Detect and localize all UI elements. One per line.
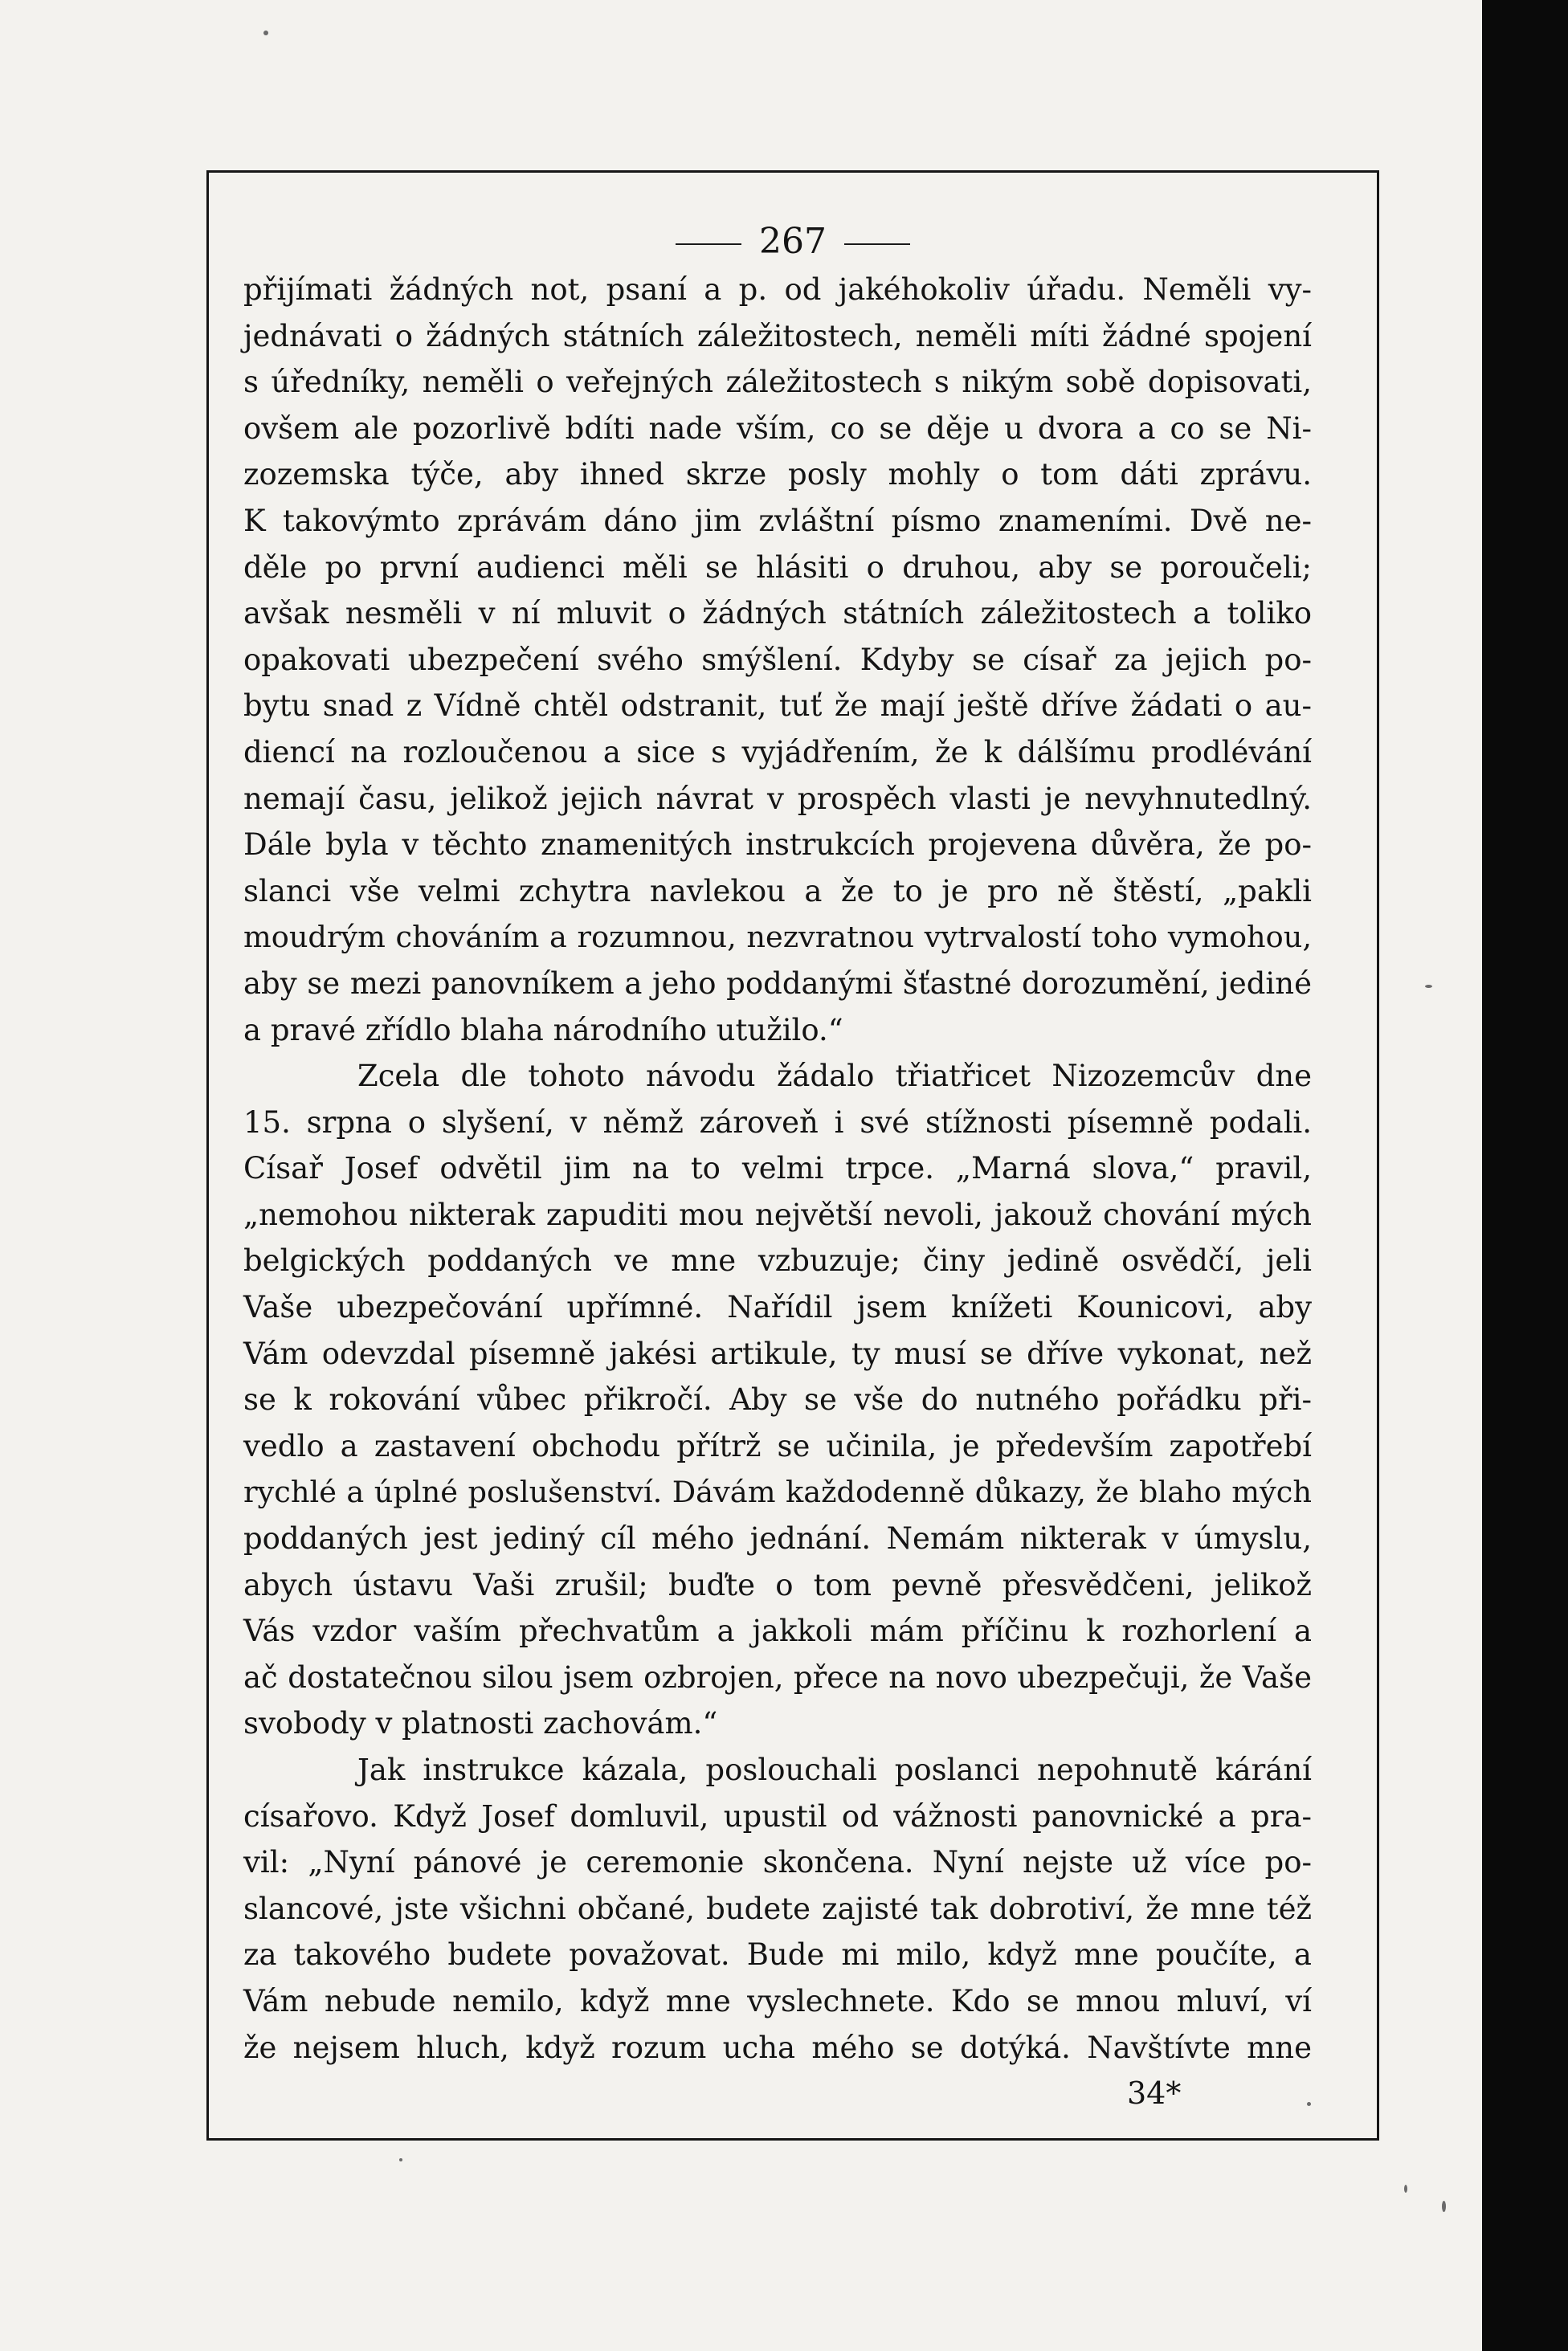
text-line: císařovo. Když Josef domluvil, upustil od vážnosti panovnické a pra-: [243, 1798, 1312, 1834]
paper-speck: [1404, 2185, 1407, 2193]
page-header: [209, 218, 1377, 266]
text-line: 15. srpna o slyšení, v němž zároveň i své stížnosti písemně podali.: [243, 1104, 1312, 1140]
text-line: vedlo a zastavení obchodu přítrž se učinila, je především zapotřebí: [243, 1428, 1312, 1463]
header-dash-right: [844, 243, 910, 245]
text-line: za takového budete považovat. Bude mi milo, když mne poučíte, a: [243, 1937, 1312, 1973]
text-line: rychlé a úplné poslušenství. Dávám každodenně důkazy, že blaho mých: [243, 1475, 1312, 1510]
text-line: opakovati ubezpečení svého smýšlení. Kdyby se císař za jejich po-: [243, 642, 1312, 677]
text-line: a pravé zřídlo blaha národního utužilo.“: [243, 1012, 843, 1047]
paper-speck: [263, 31, 268, 35]
text-line: Jak instrukce kázala, poslouchali poslanci nepohnutě kárání: [357, 1753, 1312, 1787]
text-line: se k rokování vůbec přikročí. Aby se vše do nutného pořádku při-: [243, 1382, 1312, 1418]
paper-speck: [1442, 2201, 1446, 2212]
text-line: slanci vše velmi zchytra navlekou a že to je pro ně štěstí, „pakli: [243, 873, 1312, 908]
text-line: Dále byla v těchto znamenitých instrukcích projevena důvěra, že po-: [243, 827, 1312, 863]
text-line: bytu snad z Vídně chtěl odstranit, tuť že mají ještě dříve žádati o au-: [243, 688, 1312, 724]
text-line: zozemska týče, aby ihned skrze posly mohly o tom dáti zprávu.: [243, 457, 1312, 492]
paper-speck: [1307, 2102, 1311, 2106]
text-line: Vám nebude nemilo, když mne vyslechnete. Kdo se mnou mluví, ví: [243, 1983, 1312, 2018]
text-line: ač dostatečnou silou jsem ozbrojen, přece na novo ubezpečuji, že Vaše: [243, 1659, 1312, 1695]
text-line: svobody v platnosti zachovám.“: [243, 1706, 718, 1741]
text-line: avšak nesměli v ní mluvit o žádných státních záležitostech a toliko: [243, 596, 1312, 631]
text-line: Vaše ubezpečování upřímné. Nařídil jsem knížeti Kounicovi, aby: [243, 1290, 1312, 1325]
text-line: Zcela dle tohoto návodu žádalo třiatřicet Nizozemcův dne: [357, 1059, 1312, 1094]
text-line: slancové, jste všichni občané, budete zajisté tak dobrotiví, že mne též: [243, 1891, 1312, 1926]
text-line: nemají času, jelikož jejich návrat v prospěch vlasti je nevyhnutedlný.: [243, 781, 1312, 816]
text-line: „nemohou nikterak zapuditi mou největší nevoli, jakouž chování mých: [243, 1197, 1312, 1232]
text-line: moudrým chováním a rozumnou, nezvratnou vytrvalostí toho vymohou,: [243, 920, 1312, 955]
text-line: Císař Josef odvětil jim na to velmi trpce. „Marná slova,“ pravil,: [243, 1151, 1312, 1186]
text-line: diencí na rozloučenou a sice s vyjádřením, že k dálšímu prodlévání: [243, 734, 1312, 769]
text-line: jednávati o žádných státních záležitostech, neměli míti žádné spojení: [243, 318, 1312, 353]
text-line: děle po první audienci měli se hlásiti o druhou, aby se poroučeli;: [243, 549, 1312, 585]
paper-speck: [399, 2158, 402, 2161]
signature-mark: 34*: [1127, 2075, 1182, 2112]
text-line: belgických poddaných ve mne vzbuzuje; činy jedině osvědčí, jeli: [243, 1243, 1312, 1279]
paper-speck: [1425, 985, 1432, 988]
header-dash-left: [676, 243, 741, 245]
text-line: přijímati žádných not, psaní a p. od jakéhokoliv úřadu. Neměli vy-: [243, 272, 1312, 307]
body-text: [243, 267, 1312, 2117]
page-frame: [206, 170, 1379, 2141]
text-line: aby se mezi panovníkem a jeho poddanými šťastné dorozumění, jediné: [243, 965, 1312, 1001]
text-line: Vám odevzdal písemně jakési artikule, ty musí se dříve vykonat, než: [243, 1336, 1312, 1371]
text-line: Vás vzdor vaším přechvatům a jakkoli mám příčinu k rozhorlení a: [243, 1614, 1312, 1649]
text-line: poddaných jest jediný cíl mého jednání. Nemám nikterak v úmyslu,: [243, 1521, 1312, 1557]
text-line: vil: „Nyní pánové je ceremonie skončena. Nyní nejste už více po-: [243, 1845, 1312, 1880]
page-number: 267: [759, 221, 827, 262]
text-line: abych ústavu Vaši zrušil; buďte o tom pevně přesvědčeni, jelikož: [243, 1567, 1312, 1602]
text-line: K takovýmto zprávám dáno jim zvláštní písmo znameními. Dvě ne-: [243, 503, 1312, 538]
text-line: ovšem ale pozorlivě bdíti nade vším, co se děje u dvora a co se Ni-: [243, 410, 1312, 446]
text-line: s úředníky, neměli o veřejných záležitostech s nikým sobě dopisovati,: [243, 365, 1312, 400]
text-line: že nejsem hluch, když rozum ucha mého se dotýká. Navštívte mne: [243, 2030, 1312, 2065]
